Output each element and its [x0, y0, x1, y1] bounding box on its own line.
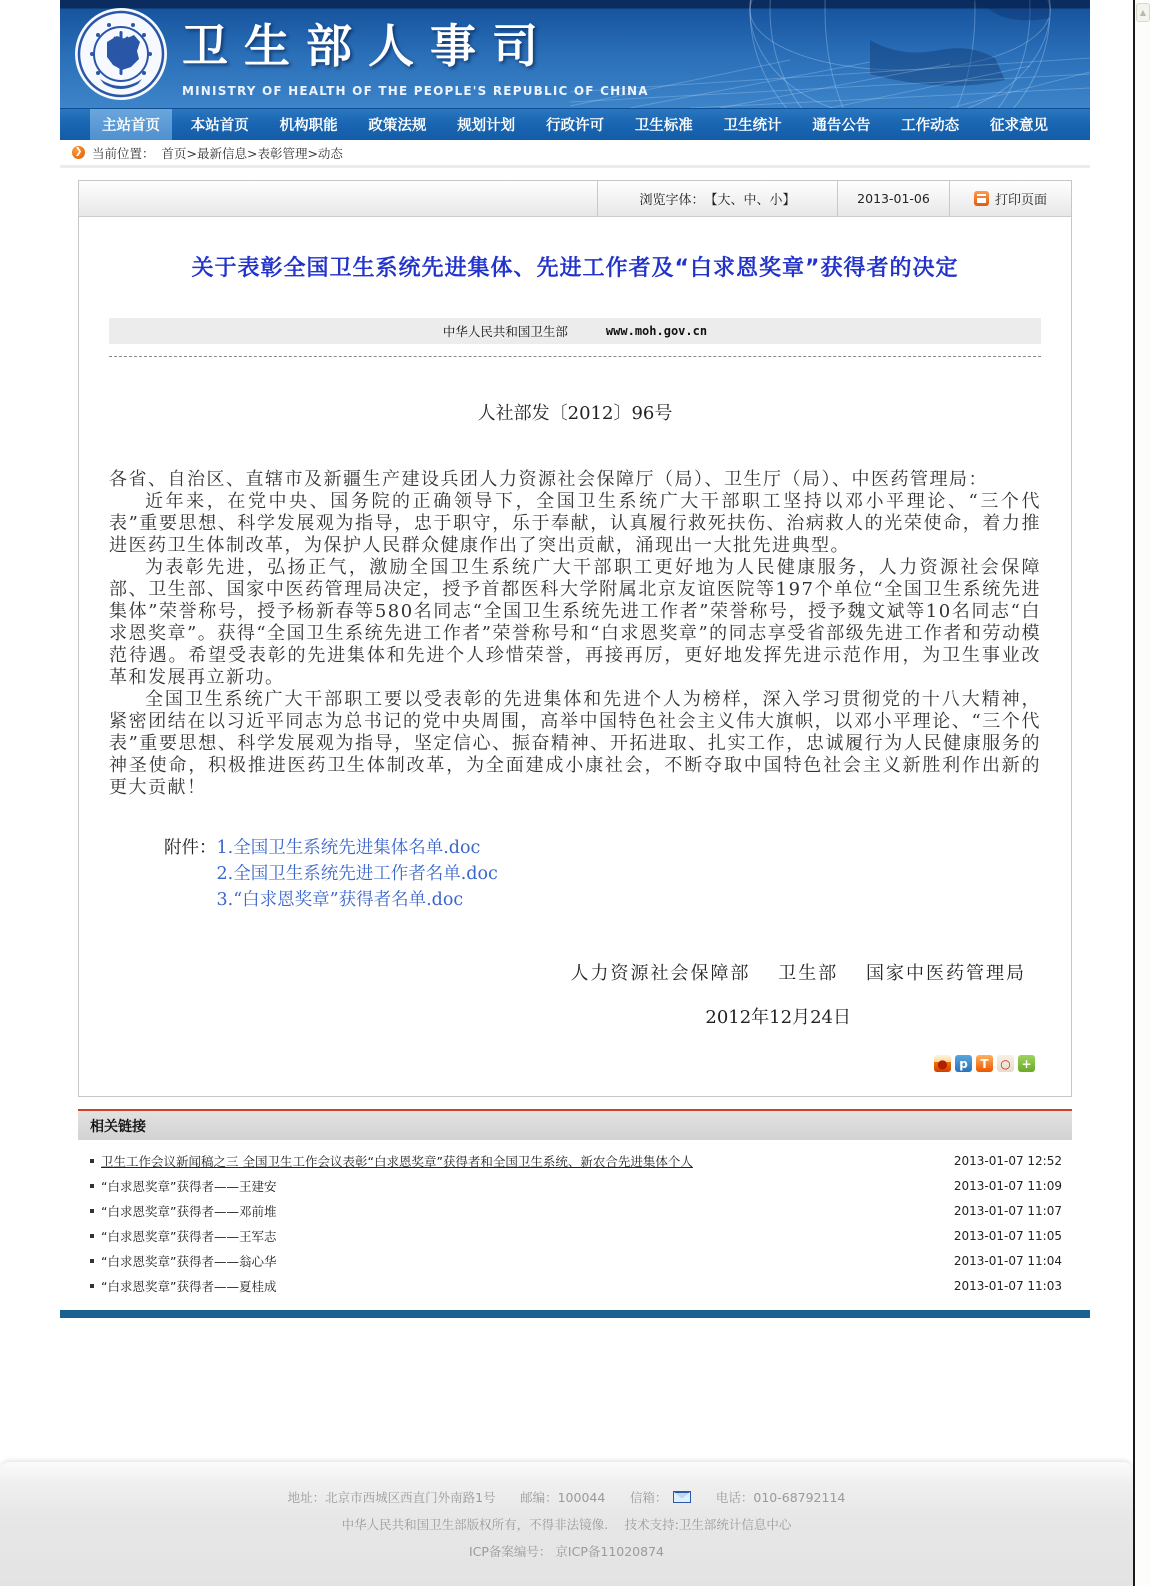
bullet-icon — [90, 1184, 94, 1188]
list-item — [88, 1173, 1062, 1198]
paragraph: 全国卫生系统广大干部职工要以受表彰的先进集体和先进个人为榜样，深入学习贯彻党的十八大精神，紧密团结在以习近平同志为总书记的党中央周围，高举中国特色社会主义伟大旗帜，以邓小平理论、“三个代表”重要思想、科学发展观为指导，坚定信心、振奋精神、开拓进取、扎实工作，忠诚履行为人民健康服务的神圣使命，积极推进医药卫生体制改革，为全面建成小康社会，不断夺取中国特色社会主义新胜利作出新的更大贡献！ — [109, 689, 1041, 798]
article-body — [79, 217, 1071, 1096]
related-link[interactable]: “白求恩奖章”获得者——王建安 — [101, 1178, 277, 1194]
page — [60, 0, 1090, 1318]
related-links-title: 相关链接 — [78, 1109, 1072, 1140]
attachment-link-1[interactable]: 1.全国卫生系统先进集体名单.doc — [216, 838, 481, 858]
nav-item-notices[interactable]: 通告公告 — [812, 118, 871, 134]
article-toolbar — [79, 181, 1071, 217]
document-number: 人社部发〔2012〕96号 — [477, 403, 673, 424]
nav-item-statistics[interactable]: 卫生统计 — [723, 118, 782, 134]
list-item — [88, 1148, 1062, 1173]
nav-item-work-news[interactable]: 工作动态 — [901, 118, 960, 134]
scrollbar[interactable] — [1133, 0, 1150, 1586]
font-size-control — [597, 181, 837, 216]
publish-date: 2013-01-06 — [837, 181, 949, 216]
tencent-weibo-icon[interactable]: T — [976, 1055, 993, 1072]
sina-weibo-icon[interactable]: ● — [934, 1055, 951, 1072]
attachments-label: 附件： — [164, 838, 217, 858]
nav-item-licensing[interactable]: 行政许可 — [545, 118, 604, 134]
related-links-panel — [78, 1109, 1072, 1304]
list-item — [88, 1198, 1062, 1223]
scroll-up-button[interactable]: ▲ — [1136, 3, 1150, 22]
dashed-divider — [109, 356, 1041, 357]
article-text — [109, 469, 1041, 799]
nav-item-policies[interactable]: 政策法规 — [368, 118, 427, 134]
bullet-icon — [90, 1234, 94, 1238]
site-subtitle: MINISTRY OF HEALTH OF THE PEOPLE'S REPUBLIC OF CHINA — [182, 84, 649, 98]
related-link-time: 2013-01-07 11:07 — [953, 1203, 1062, 1218]
nav-item-feedback[interactable]: 征求意见 — [989, 118, 1048, 134]
breadcrumb — [60, 140, 1090, 168]
footer-contact-line — [288, 1488, 846, 1506]
attachments — [109, 835, 1041, 913]
breadcrumb-path[interactable]: 首页>最新信息>表彰管理>动态 — [161, 145, 343, 161]
footer-postcode: 邮编：100044 — [520, 1490, 606, 1505]
footer-phone: 电话：010-68792114 — [715, 1490, 846, 1505]
footer-mailbox-label: 信箱： — [629, 1490, 668, 1505]
source-bar — [109, 318, 1041, 344]
signature-date: 2012年12月24日 — [705, 1007, 851, 1028]
print-page-label: 打印页面 — [994, 193, 1047, 208]
footer-copyright: 中华人民共和国卫生部版权所有，不得非法镜像. 技术支持:卫生部统计信息中心 — [341, 1517, 792, 1532]
font-size-label: 浏览字体： — [639, 193, 705, 208]
attachment-link-3[interactable]: 3.“白求恩奖章”获得者名单.doc — [216, 890, 464, 910]
bullet-icon — [90, 1259, 94, 1263]
font-size-options[interactable]: 【大、中、小】 — [704, 193, 796, 208]
paragraph: 为表彰先进，弘扬正气，激励全国卫生系统广大干部职工更好地为人民健康服务，人力资源社会保障部、卫生部、国家中医药管理局决定，授予首都医科大学附属北京友谊医院等197个单位“全国卫生系统先进集体”荣誉称号，授予杨新春等580名同志“全国卫生系统先进工作者”荣誉称号，授予魏文斌等10名同志“白求恩奖章”。获得“全国卫生系统先进工作者”荣誉称号和“白求恩奖章”的同志享受省部级先进工作者和劳动模范待遇。希望受表彰的先进集体和先进个人珍惜荣誉，再接再厉，更好地发挥先进示范作用，为卫生事业改革和发展再立新功。 — [109, 557, 1041, 688]
site-title: 卫生部人事司 — [182, 19, 554, 73]
salutation: 各省、自治区、直辖市及新疆生产建设兵团人力资源社会保障厅（局）、卫生厅（局）、中医药管理局： — [109, 469, 988, 490]
main-nav — [60, 108, 1090, 140]
nav-item-planning[interactable]: 规划计划 — [457, 118, 516, 134]
breadcrumb-label: 当前位置： — [92, 145, 155, 161]
article-panel — [78, 180, 1072, 1097]
bottom-divider — [60, 1310, 1090, 1318]
related-link-time: 2013-01-07 12:52 — [953, 1153, 1062, 1168]
related-link-time: 2013-01-07 11:09 — [953, 1178, 1062, 1193]
bullet-icon — [90, 1159, 94, 1163]
related-links-list — [78, 1140, 1072, 1304]
source-organization: 中华人民共和国卫生部 — [442, 324, 568, 339]
nav-item-functions[interactable]: 机构职能 — [279, 118, 338, 134]
nav-item-standards[interactable]: 卫生标准 — [634, 118, 693, 134]
list-item — [88, 1248, 1062, 1273]
related-link-time: 2013-01-07 11:03 — [953, 1278, 1062, 1293]
print-page-button[interactable] — [949, 181, 1071, 216]
site-header — [60, 0, 1090, 108]
mail-icon[interactable] — [673, 1491, 691, 1503]
qzone-icon[interactable]: ○ — [997, 1055, 1014, 1072]
site-footer — [0, 1462, 1133, 1586]
list-item — [88, 1273, 1062, 1298]
nav-item-home-main[interactable]: 主站首页 — [90, 109, 172, 140]
related-link[interactable]: “白求恩奖章”获得者——王军志 — [101, 1228, 277, 1244]
pengyou-icon[interactable]: p — [955, 1055, 972, 1072]
list-item — [88, 1223, 1062, 1248]
attachment-link-2[interactable]: 2.全国卫生系统先进工作者名单.doc — [216, 864, 498, 884]
bullet-icon — [90, 1209, 94, 1213]
related-link[interactable]: “白求恩奖章”获得者——翁心华 — [101, 1253, 277, 1269]
header-titles — [182, 10, 649, 98]
source-website: www.moh.gov.cn — [605, 324, 708, 338]
article-title: 关于表彰全国卫生系统先进集体、先进工作者及“白求恩奖章”获得者的决定 — [191, 256, 959, 281]
bullet-icon — [90, 1284, 94, 1288]
signature-orgs: 人力资源社会保障部 卫生部 国家中医药管理局 — [570, 963, 1026, 984]
footer-icp: ICP备案编号： 京ICP备11020874 — [468, 1544, 664, 1559]
related-link-time: 2013-01-07 11:05 — [953, 1228, 1062, 1243]
related-link[interactable]: “白求恩奖章”获得者——夏桂成 — [101, 1278, 277, 1294]
nav-item-home-site[interactable]: 本站首页 — [190, 118, 249, 134]
related-link[interactable]: “白求恩奖章”获得者——邓前堆 — [101, 1203, 277, 1219]
location-arrow-icon: ❯ — [72, 146, 85, 159]
paragraph: 近年来，在党中央、国务院的正确领导下，全国卫生系统广大干部职工坚持以邓小平理论、“三个代表”重要思想、科学发展观为指导，忠于职守，乐于奉献，认真履行救死扶伤、治病救人的光荣使命，着力推进医药卫生体制改革，为保护人民群众健康作出了突出贡献，涌现出一大批先进典型。 — [109, 491, 1041, 556]
related-link-time: 2013-01-07 11:04 — [953, 1253, 1062, 1268]
moh-emblem-logo — [74, 7, 168, 101]
share-more-icon[interactable]: + — [1018, 1055, 1035, 1072]
share-bar — [109, 1055, 1041, 1072]
footer-address: 地址：北京市西城区西直门外南路1号 — [287, 1490, 496, 1505]
related-link[interactable]: 卫生工作会议新闻稿之三 全国卫生工作会议表彰“白求恩奖章”获得者和全国卫生系统、新农合先进集体个人 — [101, 1153, 693, 1169]
printer-icon — [974, 191, 989, 206]
